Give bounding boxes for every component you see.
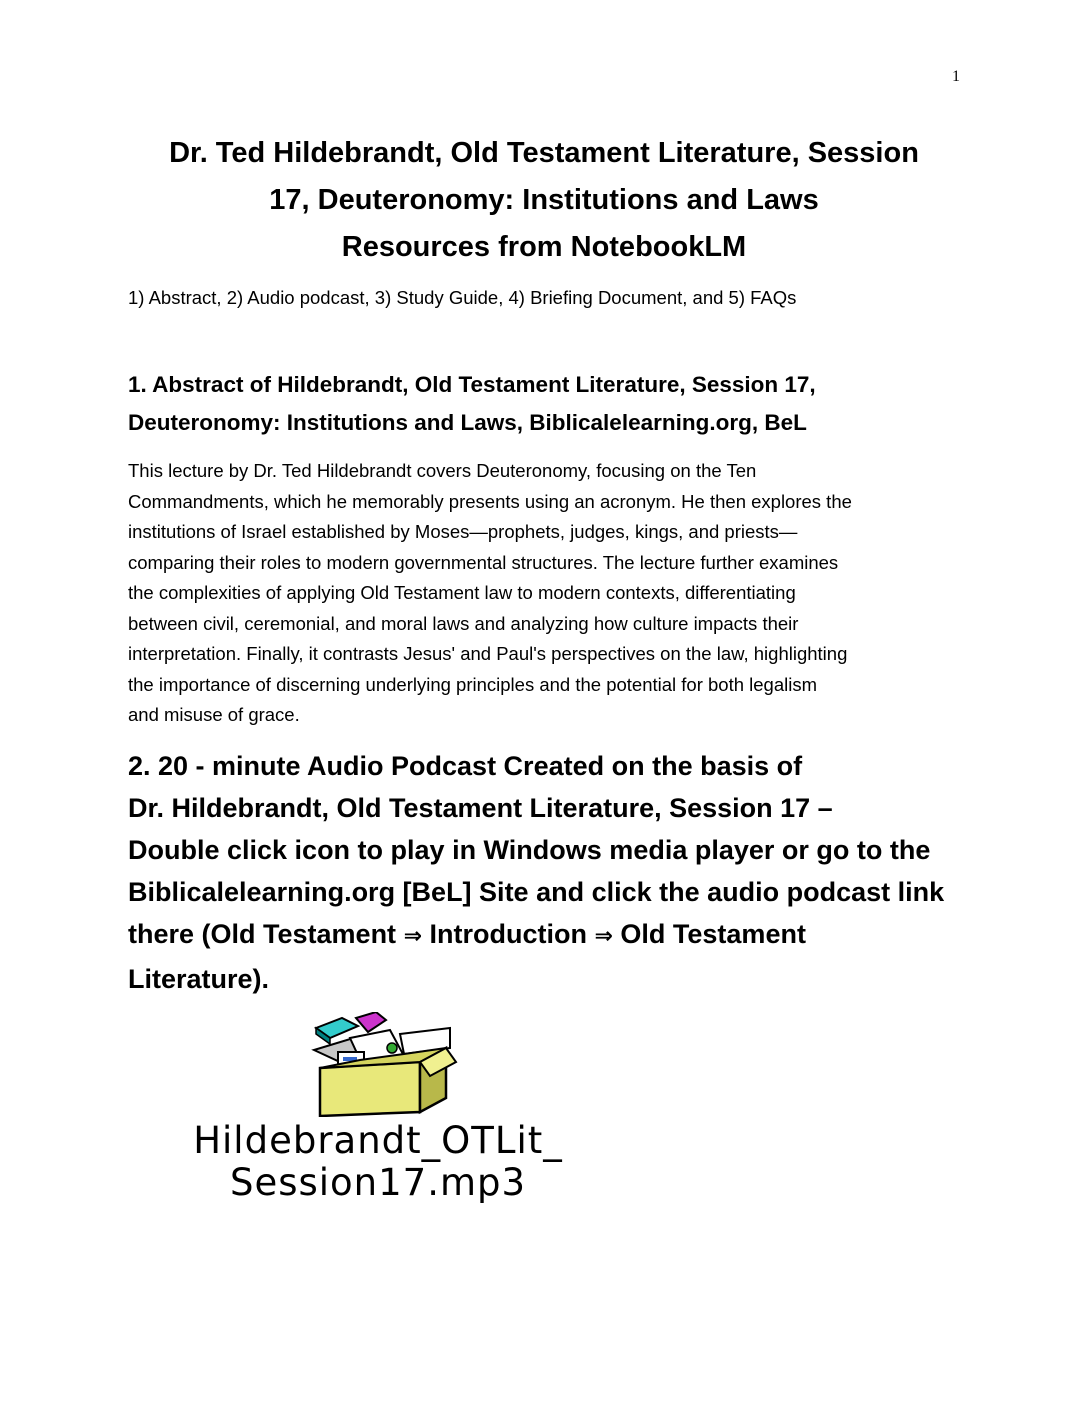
abstract-line: comparing their roles to modern governmental structures. The lecture further examines xyxy=(128,551,839,573)
abstract-heading-line-2: Deuteronomy: Institutions and Laws, Biblicalelearning.org, BeL xyxy=(128,410,807,435)
podcast-line-5 xyxy=(128,913,978,958)
title-line-3: Resources from NotebookLM xyxy=(341,231,747,263)
podcast-line-2: Dr. Hildebrandt, Old Testament Literature, Session 17 – xyxy=(128,793,833,823)
page-number: 1 xyxy=(952,68,960,85)
path-segment-old-testament: there (Old Testament xyxy=(128,919,404,949)
right-arrow-icon: ⇒ xyxy=(403,924,422,949)
abstract-line: and misuse of grace. xyxy=(128,704,300,725)
audio-filename-line-1: Hildebrandt_OTLit_ xyxy=(193,1119,563,1162)
abstract-body xyxy=(128,456,968,731)
abstract-line: between civil, ceremonial, and moral laws and analyzing how culture impacts their xyxy=(128,612,799,634)
package-icon[interactable] xyxy=(300,1012,460,1117)
path-segment-ot-literature: Old Testament xyxy=(612,919,806,949)
abstract-line: Commandments, which he memorably presents using an acronym. He then explores the xyxy=(128,490,852,512)
podcast-line-1: 2. 20 - minute Audio Podcast Created on the basis of xyxy=(128,751,803,781)
audio-filename-line-2: Session17.mp3 xyxy=(229,1161,527,1204)
podcast-heading xyxy=(128,745,978,1000)
abstract-heading xyxy=(128,366,968,442)
podcast-line-6: Literature). xyxy=(128,964,270,994)
right-arrow-icon: ⇒ xyxy=(594,924,613,949)
contents-list: 1) Abstract, 2) Audio podcast, 3) Study Guide, 4) Briefing Document, and 5) FAQs xyxy=(128,287,797,308)
abstract-line: institutions of Israel established by Moses—prophets, judges, kings, and priests— xyxy=(128,521,798,542)
title-line-1: Dr. Ted Hildebrandt, Old Testament Literature, Session xyxy=(169,137,919,169)
path-segment-introduction: Introduction xyxy=(422,919,595,949)
abstract-line: the complexities of applying Old Testament law to modern contexts, differentiating xyxy=(128,582,796,603)
abstract-line: the importance of discerning underlying principles and the potential for both legalism xyxy=(128,673,818,695)
abstract-line: interpretation. Finally, it contrasts Jesus' and Paul's perspectives on the law, highlighting xyxy=(128,643,848,664)
abstract-line: This lecture by Dr. Ted Hildebrandt covers Deuteronomy, focusing on the Ten xyxy=(128,460,757,481)
title-line-2: 17, Deuteronomy: Institutions and Laws xyxy=(269,184,819,216)
abstract-heading-line-1: 1. Abstract of Hildebrandt, Old Testament Literature, Session 17, xyxy=(128,372,816,397)
audio-file-link[interactable] xyxy=(128,1120,628,1204)
podcast-line-3: Double click icon to play in Windows media player or go to the xyxy=(128,835,931,865)
document-title xyxy=(128,130,960,271)
podcast-line-4: Biblicalelearning.org [BeL] Site and click the audio podcast link xyxy=(128,877,945,907)
